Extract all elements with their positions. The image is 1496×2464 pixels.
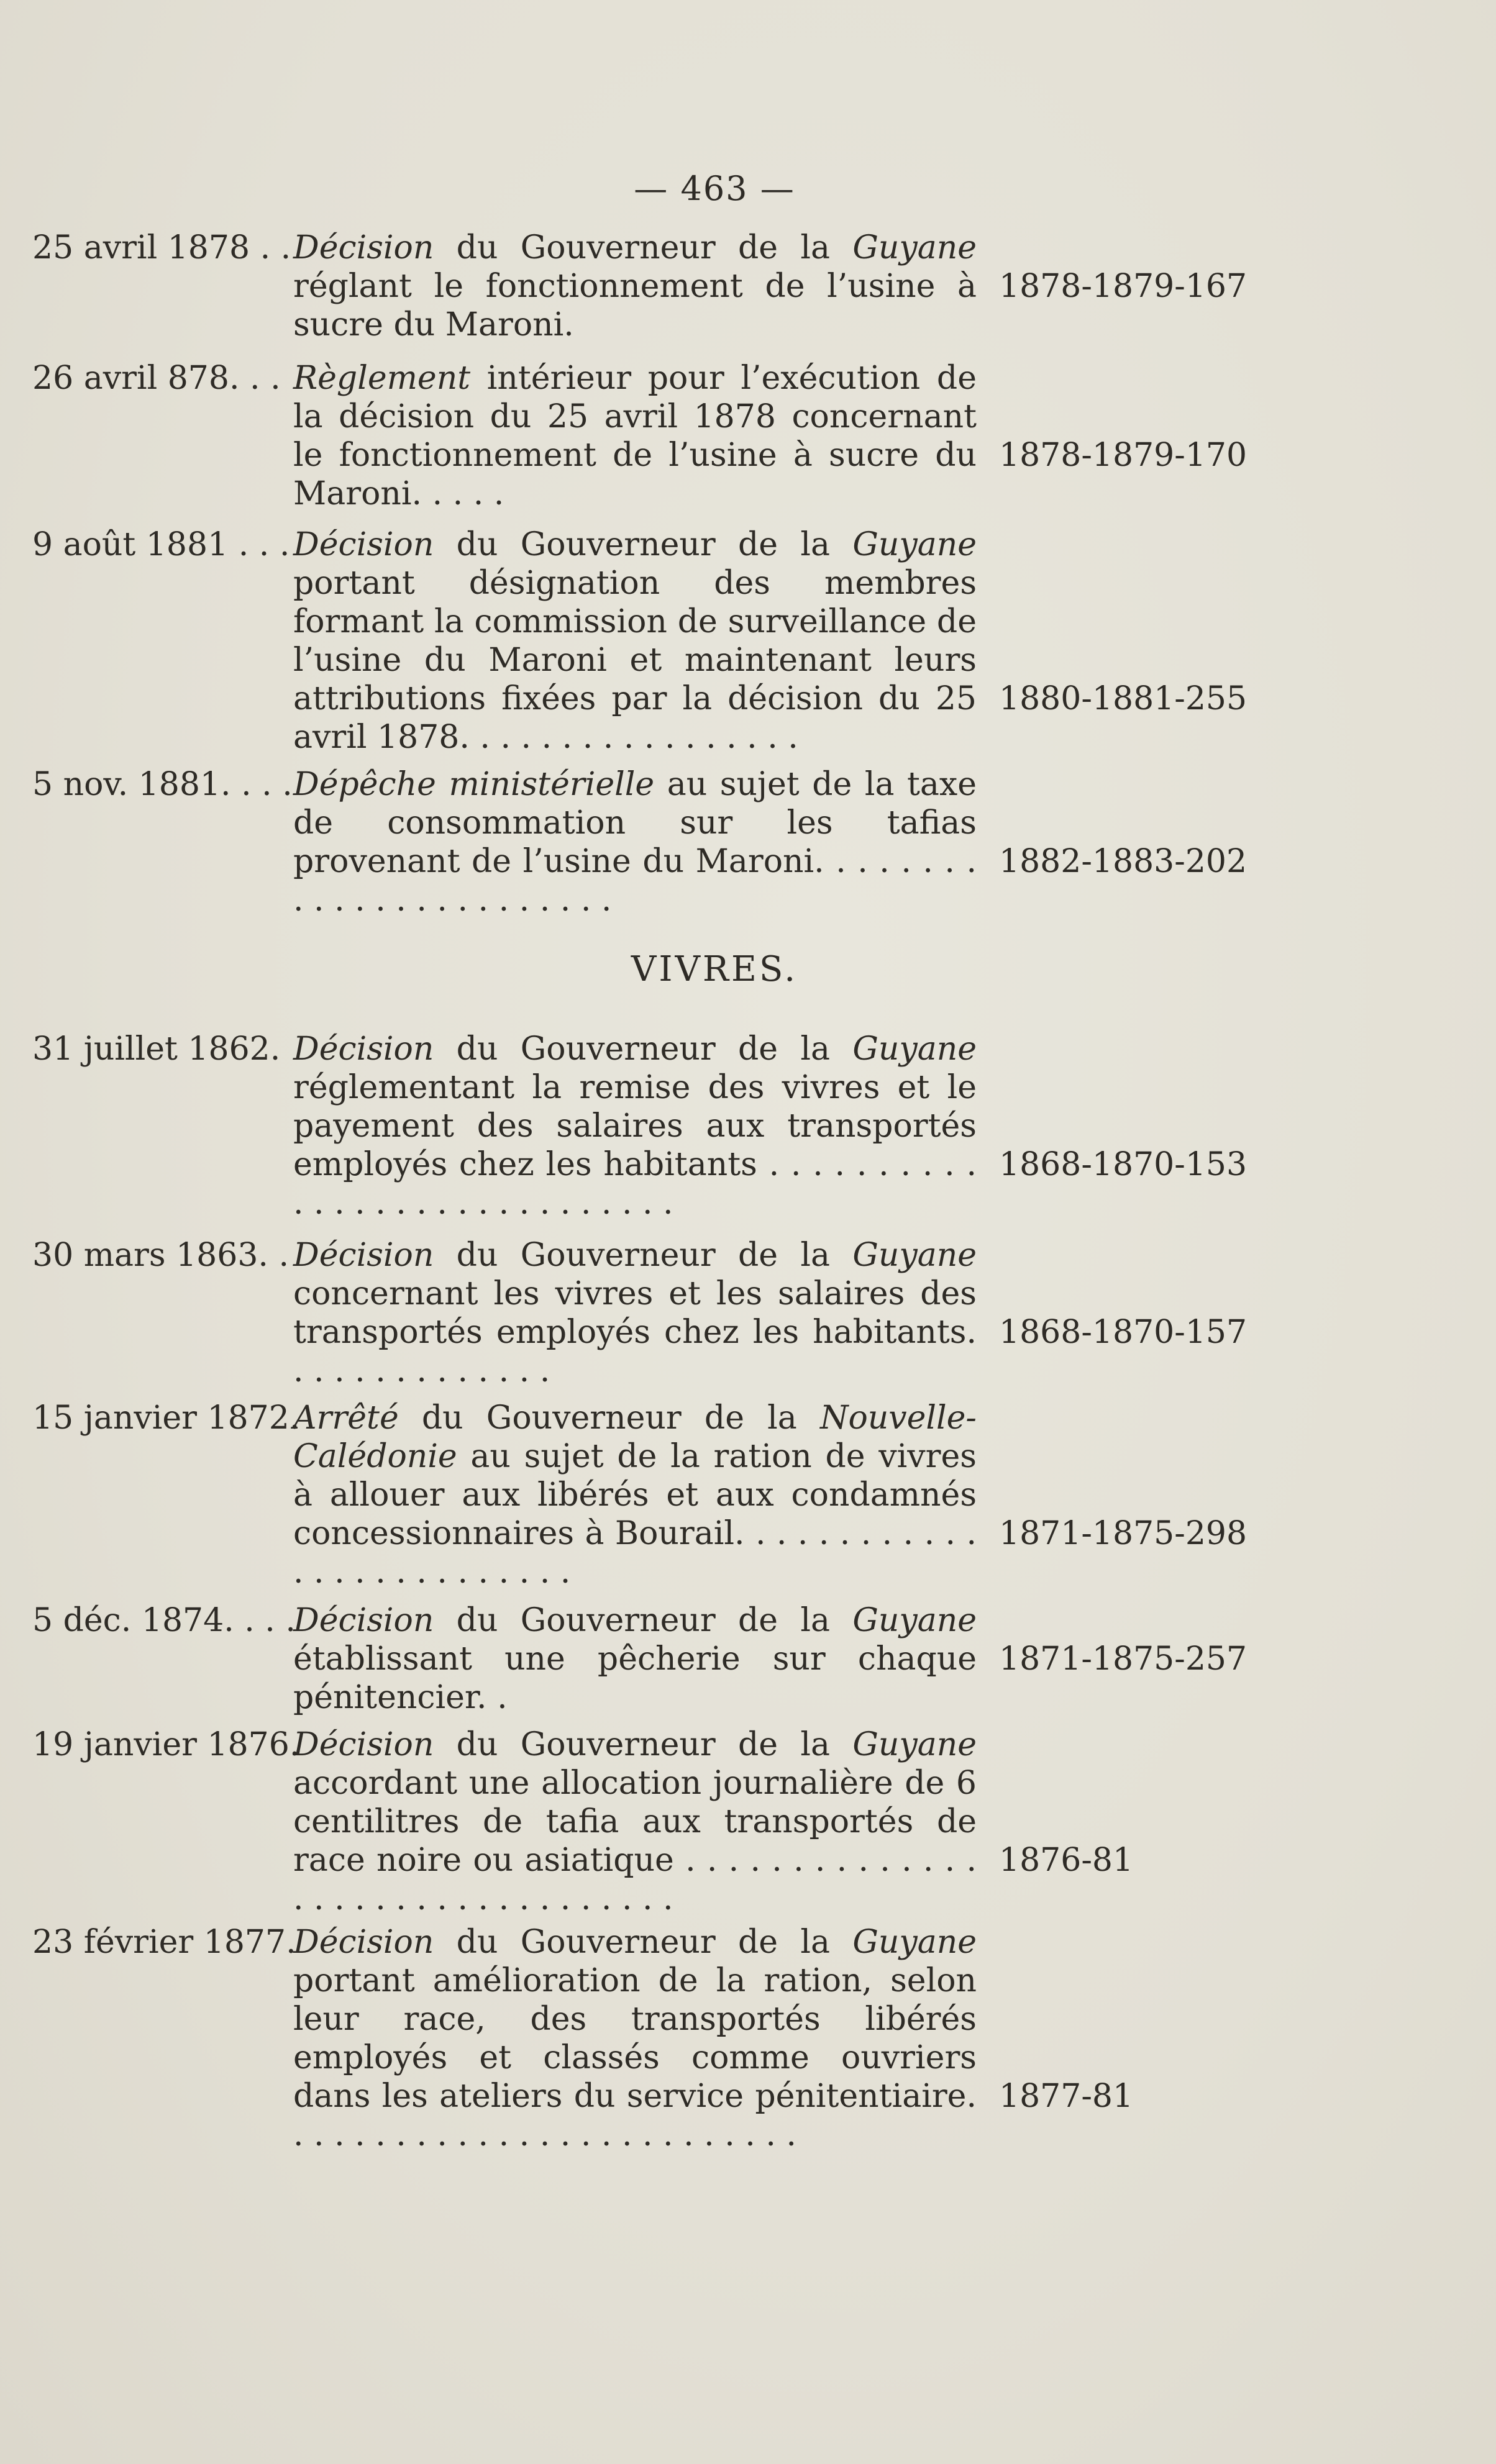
- entry-text: du Gouverneur de la: [434, 526, 853, 563]
- entry-keyword: Décision: [293, 1726, 434, 1763]
- entry-text: au sujet de la taxe de consommation sur les tafias provenant de l’usine du Maroni. . . . . . . . . . . . . . . . . . . . . . . .: [293, 766, 977, 919]
- entry-description: [293, 765, 977, 919]
- entry-reference: 1868-1870-157: [999, 1314, 1247, 1351]
- entry-description: [293, 229, 977, 344]
- entry-date: 30 mars 1863. .: [32, 1237, 290, 1274]
- entry-keyword: Arrêté: [293, 1399, 399, 1437]
- entry-description: [293, 525, 977, 757]
- entry-text: portant amélioration de la ration, selon leur race, des transportés libérés employés et classés comme ouvriers dans les ateliers du service pénitentiaire. . . . . . . . . . . . . . . . . . . . . . . . . .: [293, 1962, 977, 2153]
- entry-date: 23 février 1877.: [32, 1924, 296, 1961]
- entry-place: Guyane: [852, 1924, 977, 1961]
- entry-date: 26 avril 878. . .: [32, 360, 281, 397]
- entry-reference: 1868-1870-153: [999, 1146, 1247, 1183]
- entry-reference: 1880-1881-255: [999, 680, 1247, 717]
- entry-text: concernant les vivres et les salaires des transportés employés chez les habitants. . . . . . . . . . . . . .: [293, 1275, 977, 1389]
- entry-date: 15 janvier 1872.: [32, 1399, 300, 1437]
- entry-place: Nouvelle-Calédonie: [293, 1399, 977, 1475]
- entry-description: [293, 1923, 977, 2154]
- entry-place: Guyane: [852, 526, 977, 563]
- entry-date: 5 déc. 1874. . . .: [32, 1602, 296, 1639]
- entry-description: [293, 1601, 977, 1717]
- entry-description: [293, 1399, 977, 1591]
- entry-date: 19 janvier 1876.: [32, 1726, 300, 1763]
- entry-text: du Gouverneur de la: [398, 1399, 820, 1437]
- entry-description: [293, 1725, 977, 1918]
- entry-text: du Gouverneur de la: [434, 1726, 853, 1763]
- entry-text: du Gouverneur de la: [434, 1602, 853, 1639]
- entry-text: réglementant la remise des vivres et le payement des salaires aux transportés employés chez les habitants . . . . . . . . . . . . . . . . . . . . . . . . . . . . .: [293, 1069, 977, 1222]
- section-heading: VIVRES.: [631, 949, 798, 989]
- entry-date: 31 juillet 1862.: [32, 1030, 281, 1068]
- entry-text: du Gouverneur de la: [434, 1030, 853, 1068]
- entry-reference: 1871-1875-298: [999, 1515, 1247, 1552]
- page-number: — 463 —: [634, 169, 795, 208]
- entry-keyword: Décision: [293, 229, 434, 266]
- entry-place: Guyane: [852, 1726, 977, 1763]
- entry-reference: 1878-1879-167: [999, 268, 1247, 305]
- entry-date: 25 avril 1878 . .: [32, 229, 291, 266]
- entry-keyword: Dépêche ministérielle: [293, 766, 655, 803]
- entry-keyword: Décision: [293, 1030, 434, 1068]
- entry-text: portant désignation des membres formant la commission de surveillance de l’usine du Maroni et maintenant leurs attributions fixées par la décision du 25 avril 1878. . . . . . . . . . . . . . . . .: [293, 565, 977, 756]
- entry-place: Guyane: [852, 1030, 977, 1068]
- entry-text: intérieur pour l’exécution de la décision du 25 avril 1878 concernant le fonctionnement de l’usine à sucre du Maroni. . . . .: [293, 360, 977, 512]
- entry-description: [293, 1236, 977, 1390]
- entry-reference: 1871-1875-257: [999, 1640, 1247, 1678]
- entry-keyword: Règlement: [293, 360, 471, 397]
- entry-reference: 1878-1879-170: [999, 437, 1247, 474]
- entry-reference: 1882-1883-202: [999, 843, 1247, 880]
- entry-reference: 1877-81: [999, 2078, 1134, 2115]
- entry-text: établissant une pêcherie sur chaque pénitencier. .: [293, 1640, 977, 1716]
- entry-keyword: Décision: [293, 1602, 434, 1639]
- entry-text: du Gouverneur de la: [434, 1237, 853, 1274]
- entry-reference: 1876-81: [999, 1842, 1134, 1879]
- entry-keyword: Décision: [293, 1924, 434, 1961]
- entry-text: au sujet de la ration de vivres à allouer aux libérés et aux condamnés concessionnaires à Bourail. . . . . . . . . . . . . . . . . . . . . . . . . .: [293, 1438, 977, 1591]
- entry-place: Guyane: [852, 1237, 977, 1274]
- entry-text: du Gouverneur de la: [434, 229, 853, 266]
- entry-place: Guyane: [852, 229, 977, 266]
- entry-text: accordant une allocation journalière de 6 centilitres de tafia aux transportés de race noire ou asiatique . . . . . . . . . . . . . . . . . . . . . . . . . . . . . . . . .: [293, 1765, 977, 1917]
- entry-place: Guyane: [852, 1602, 977, 1639]
- entry-text: du Gouverneur de la: [434, 1924, 853, 1961]
- entry-date: 9 août 1881 . . .: [32, 526, 290, 563]
- entry-keyword: Décision: [293, 1237, 434, 1274]
- entry-text: réglant le fonctionnement de l’usine à sucre du Maroni.: [293, 268, 977, 343]
- entry-description: [293, 359, 977, 513]
- entry-date: 5 nov. 1881. . . .: [32, 766, 293, 803]
- entry-keyword: Décision: [293, 526, 434, 563]
- entry-description: [293, 1030, 977, 1222]
